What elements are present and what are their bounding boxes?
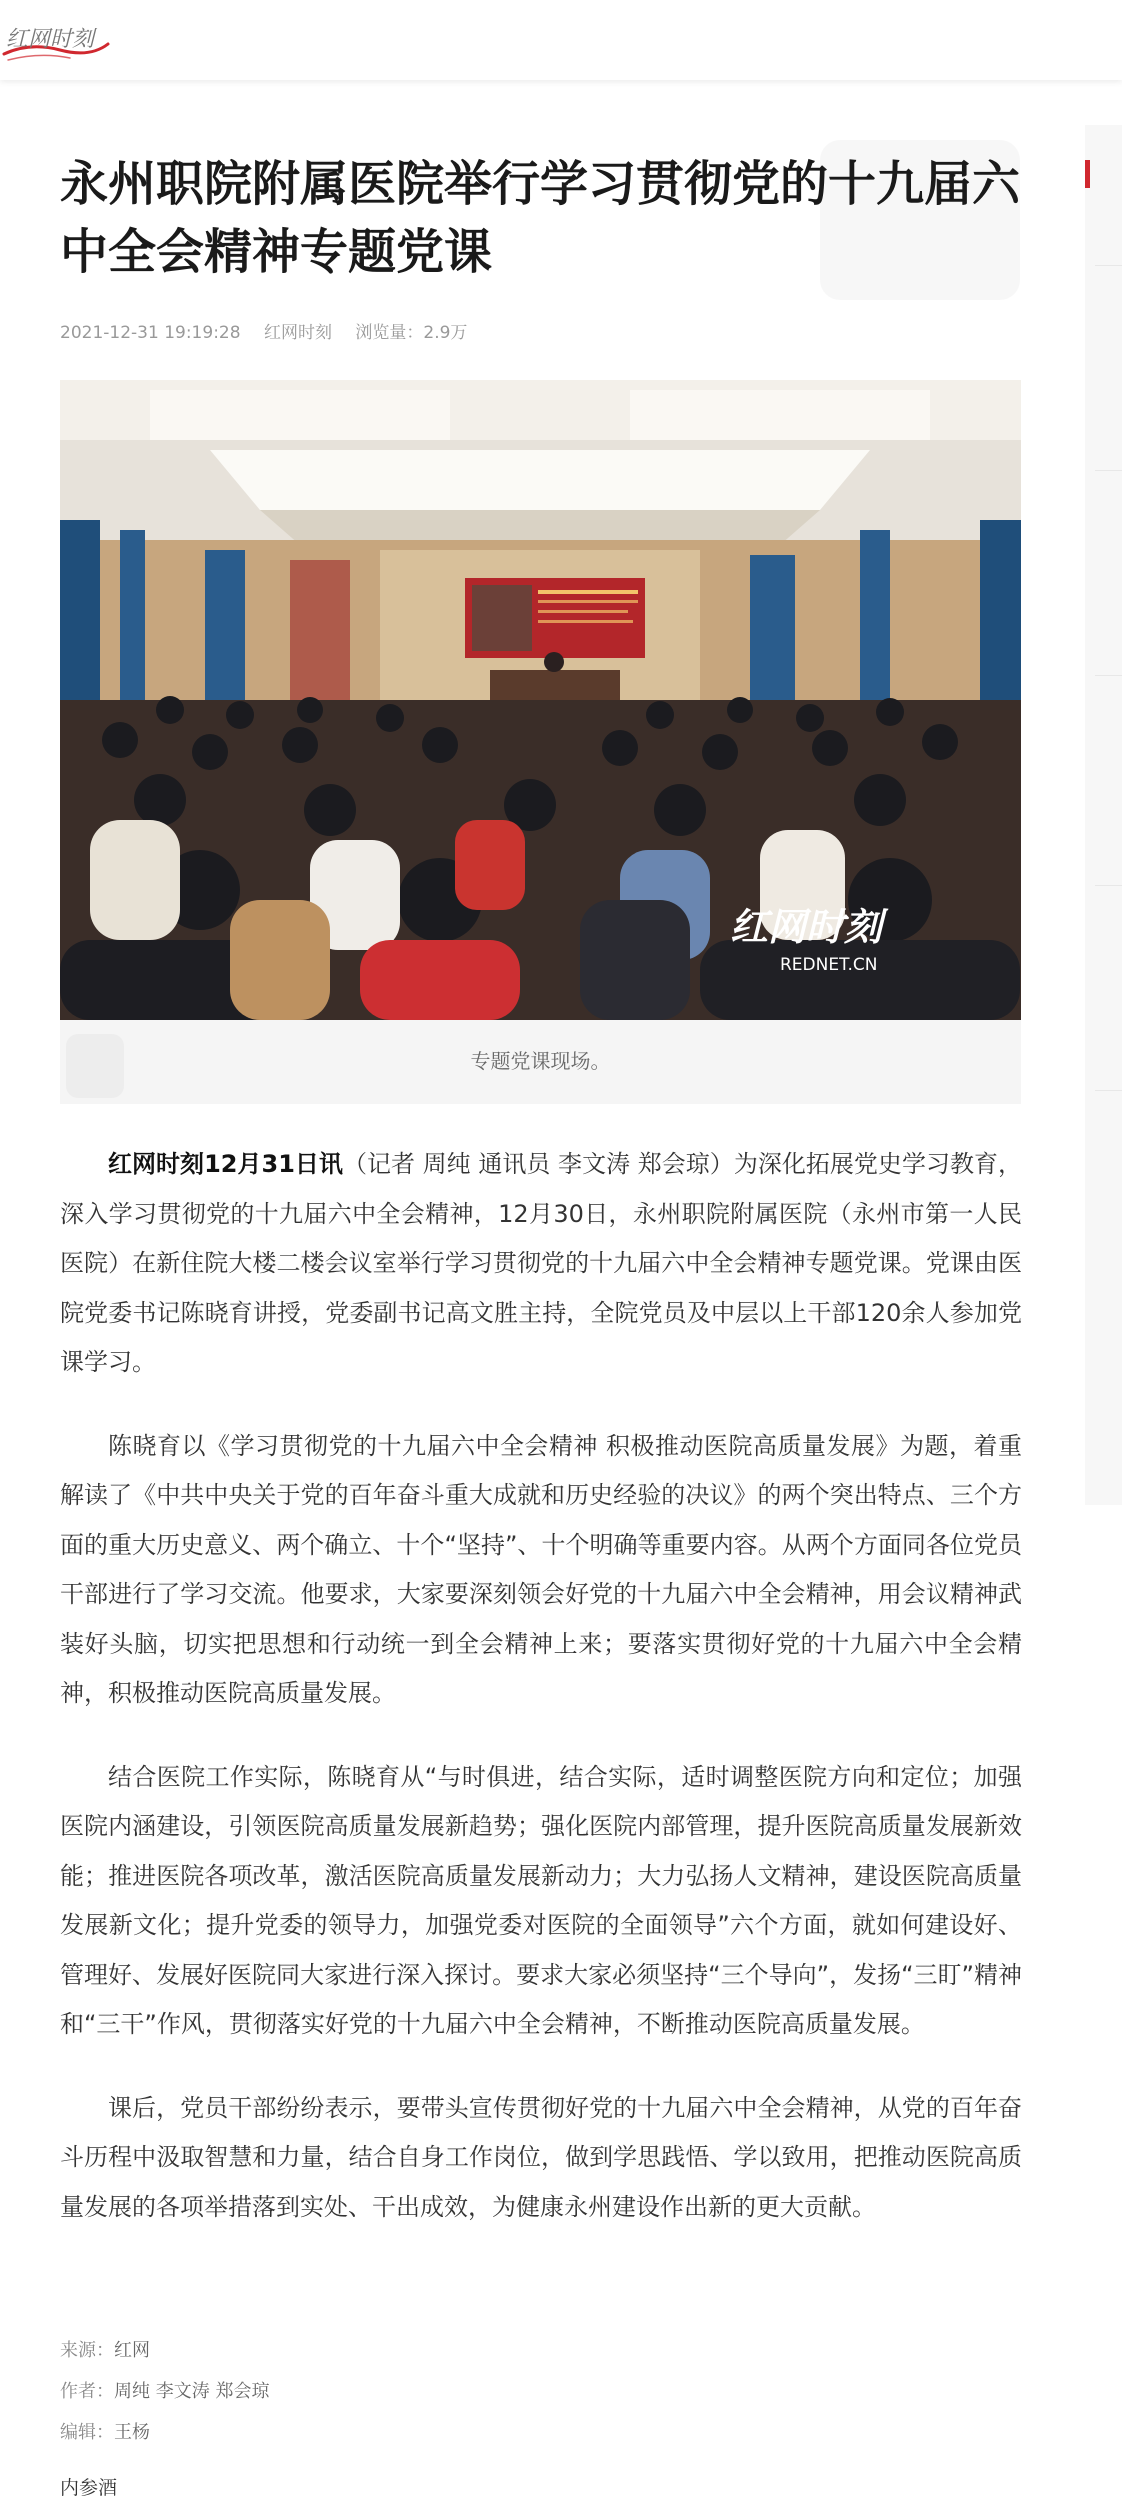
- article-photo[interactable]: [60, 380, 1021, 1020]
- meeting-room-photo-icon: [60, 380, 1021, 1020]
- view-count: 浏览量：2.9万: [355, 323, 468, 343]
- rail-divider: [1095, 675, 1122, 676]
- article-paragraph: 课后，党员干部纷纷表示，要带头宣传贯彻好党的十九届六中全会精神，从党的百年奋斗历程中汲取智慧和力量，结合自身工作岗位，做到学思践悟、学以致用，把推动医院高质量发展的各项举措落到实处、干出成效，为健康永州建设作出新的更大贡献。: [60, 2093, 1022, 2221]
- photo-watermark-logo: 红网时刻: [730, 905, 883, 949]
- footer-source: 来源：红网: [60, 2340, 150, 2361]
- rail-divider: [1095, 470, 1122, 471]
- article-meta: [60, 318, 485, 343]
- logo-swoosh-icon: [0, 14, 120, 74]
- side-scroll-rail[interactable]: [1085, 125, 1122, 1505]
- lead-dateline: 红网时刻12月31日讯: [108, 1150, 343, 1178]
- publish-datetime: 2021-12-31 19:19:28: [60, 323, 241, 343]
- related-section-label[interactable]: 内参酒: [60, 2477, 118, 2499]
- photo-watermark-sub: REDNET.CN: [780, 955, 878, 975]
- rail-divider: [1095, 1090, 1122, 1091]
- article-source[interactable]: 红网时刻: [263, 323, 332, 343]
- article-paragraph: 红网时刻12月31日讯（记者 周纯 通讯员 李文涛 郑会琼）为深化拓展党史学习教育，深入学习贯彻党的十九届六中全会精神，12月30日，永州职院附属医院（永州市第一人民医院）在新住院大楼二楼会议室举行学习贯彻党的十九届六中全会精神专题党课。党课由医院党委书记陈晓育讲授，党委副书记高文胜主持，全院党员及中层以上干部120余人参加党课学习。: [60, 1150, 1023, 1376]
- footer-author: 作者：周纯 李文涛 郑会琼: [60, 2381, 270, 2402]
- rail-divider: [1095, 885, 1122, 886]
- article-paragraph: 结合医院工作实际，陈晓育从“与时俱进，结合实际，适时调整医院方向和定位；加强医院内涵建设，引领医院高质量发展新趋势；强化医院内部管理，提升医院高质量发展新效能；推进医院各项改革，激活医院高质量发展新动力；大力弘扬人文精神，建设医院高质量发展新文化；提升党委的领导力，加强党委对医院的全面领导”六个方面，就如何建设好、管理好、发展好医院同大家进行深入探讨。要求大家必须坚持“三个导向”，发扬“三盯”精神和“三干”作风，贯彻落实好党的十九届六中全会精神，不断推动医院高质量发展。: [60, 1762, 1022, 2038]
- article-footer-meta: [60, 2330, 269, 2453]
- svg-text:红网时刻: 红网时刻: [6, 27, 95, 52]
- footer-editor: 编辑：王杨: [60, 2422, 150, 2443]
- rail-divider: [1095, 265, 1122, 266]
- article-paragraph: 陈晓育以《学习贯彻党的十九届六中全会精神 积极推动医院高质量发展》为题，着重解读了《中共中央关于党的百年奋斗重大成就和历史经验的决议》的两个突出特点、三个方面的重大历史意义、两个确立、十个“坚持”、十个明确等重要内容。从两个方面同各位党员干部进行了学习交流。他要求，大家要深刻领会好党的十九届六中全会精神，用会议精神武装好头脑，切实把思想和行动统一到全会精神上来；要落实贯彻好党的十九届六中全会精神，积极推动医院高质量发展。: [60, 1431, 1022, 1707]
- article-title: 永州职院附属医院举行学习贯彻党的十九届六中全会精神专题党课: [60, 156, 1021, 280]
- image-caption: 专题党课现场。: [470, 1049, 611, 1073]
- top-bar: [0, 0, 1122, 80]
- red-net-logo[interactable]: [0, 14, 120, 70]
- article-body: [60, 1140, 1022, 2266]
- rail-active-marker: [1085, 160, 1090, 188]
- article-figure: [60, 380, 1021, 1104]
